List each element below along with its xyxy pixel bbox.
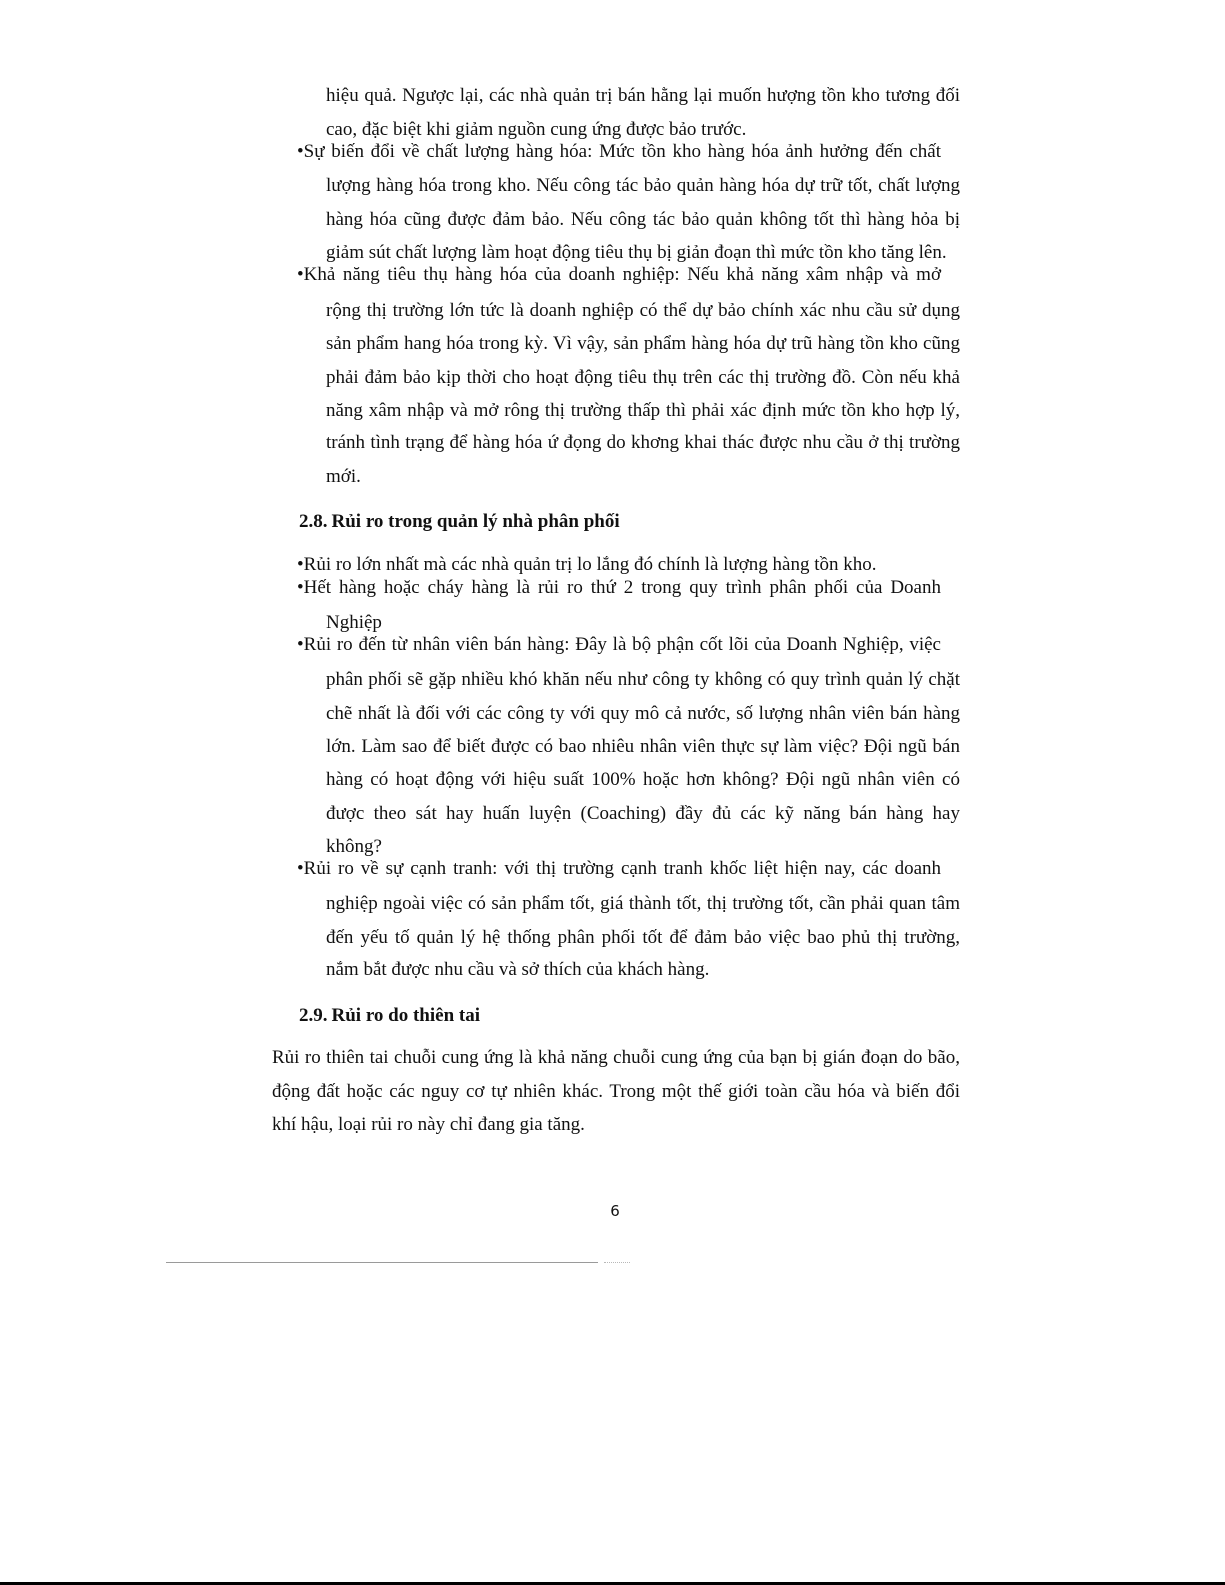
body-text-line: nắm bắt được nhu cầu và sở thích của khách hàng. xyxy=(326,959,710,980)
body-text-line: không? xyxy=(326,836,382,857)
body-text-line: mới. xyxy=(326,466,361,487)
body-text-line: hiệu quả. Ngược lại, các nhà quản trị bán hằng lại muốn hượng tồn kho tương đối xyxy=(326,85,960,106)
page-number: 6 xyxy=(610,1202,620,1220)
body-text-line: lượng hàng hóa trong kho. Nếu công tác bảo quản hàng hóa dự trữ tốt, chất lượng xyxy=(326,175,960,196)
body-text-line: rộng thị trường lớn tức là doanh nghiệp có thể dự bảo chính xác nhu cầu sử dụng xyxy=(326,300,960,321)
section-number: 2.8. xyxy=(299,511,328,532)
bullet-item-line: •Rủi ro lớn nhất mà các nhà quản trị lo lắng đó chính là lượng hàng tồn kho. xyxy=(297,554,877,575)
body-text-line: phải đảm bảo kịp thời cho hoạt động tiêu thụ trên các thị trường đồ. Còn nếu khả xyxy=(326,367,960,388)
section-heading-2-8 xyxy=(299,511,620,533)
body-text-line: được theo sát hay huấn luyện (Coaching) đầy đủ các kỹ năng bán hàng hay xyxy=(326,803,960,824)
section-title: Rủi ro trong quản lý nhà phân phối xyxy=(331,511,620,532)
section-title: Rủi ro do thiên tai xyxy=(331,1005,481,1026)
body-text-line: cao, đặc biệt khi giảm nguồn cung ứng được bảo trước. xyxy=(326,119,747,140)
body-text-line: sản phẩm hang hóa trong kỳ. Vì vậy, sản phẩm hàng hóa dự trũ hàng tồn kho cũng xyxy=(326,333,960,354)
paragraph-line: khí hậu, loại rủi ro này chỉ đang gia tăng. xyxy=(272,1114,585,1135)
paragraph-line: Rủi ro thiên tai chuỗi cung ứng là khả năng chuỗi cung ứng của bạn bị gián đoạn do bão, xyxy=(272,1047,960,1068)
body-text-line: giảm sút chất lượng làm hoạt động tiêu thụ bị giản đoạn thì mức tồn kho tăng lên. xyxy=(326,242,947,263)
body-text-line: năng xâm nhập và mở rông thị trường thấp thì phải xác định mức tồn kho hợp lý, xyxy=(326,400,960,421)
bullet-item-line: •Rủi ro đến từ nhân viên bán hàng: Đây là bộ phận cốt lõi của Doanh Nghiệp, việc xyxy=(297,634,941,655)
paragraph-line: động đất hoặc các nguy cơ tự nhiên khác. Trong một thế giới toàn cầu hóa và biến đổi xyxy=(272,1081,960,1102)
body-text-line: tránh tình trạng để hàng hóa ứ đọng do khơng khai thác được nhu cầu ở thị trường xyxy=(326,432,960,453)
body-text-line: đến yếu tố quản lý hệ thống phân phối tốt để đảm bảo việc bao phủ thị trường, xyxy=(326,927,960,948)
section-number: 2.9. xyxy=(299,1005,328,1026)
footer-divider-tail xyxy=(604,1262,630,1263)
bullet-item-line: •Sự biến đổi về chất lượng hàng hóa: Mức tồn kho hàng hóa ảnh hưởng đến chất xyxy=(297,141,941,162)
bullet-item-line: •Rủi ro về sự cạnh tranh: với thị trường cạnh tranh khốc liệt hiện nay, các doanh xyxy=(297,858,941,879)
body-text-line: phân phối sẽ gặp nhiều khó khăn nếu như công ty không có quy trình quản lý chặt xyxy=(326,669,960,690)
body-text-line: Nghiệp xyxy=(326,612,382,633)
footer-divider xyxy=(166,1262,598,1263)
section-heading-2-9 xyxy=(299,1005,480,1027)
bullet-item-line: •Khả năng tiêu thụ hàng hóa của doanh nghiệp: Nếu khả năng xâm nhập và mở xyxy=(297,264,941,285)
body-text-line: lớn. Làm sao để biết được có bao nhiêu nhân viên thực sự làm việc? Đội ngũ bán xyxy=(326,736,960,757)
body-text-line: hàng hóa cũng được đảm bảo. Nếu công tác bảo quản không tốt thì hàng hỏa bị xyxy=(326,209,960,230)
bullet-item-line: •Hết hàng hoặc cháy hàng là rủi ro thứ 2 trong quy trình phân phối của Doanh xyxy=(297,577,941,598)
body-text-line: chẽ nhất là đối với các công ty với quy mô cả nước, số lượng nhân viên bán hàng xyxy=(326,703,960,724)
body-text-line: nghiệp ngoài việc có sản phẩm tốt, giá thành tốt, thị trường tốt, cần phải quan tâm xyxy=(326,893,960,914)
body-text-line: hàng có hoạt động với hiệu suất 100% hoặc hơn không? Đội ngũ nhân viên có xyxy=(326,769,960,790)
